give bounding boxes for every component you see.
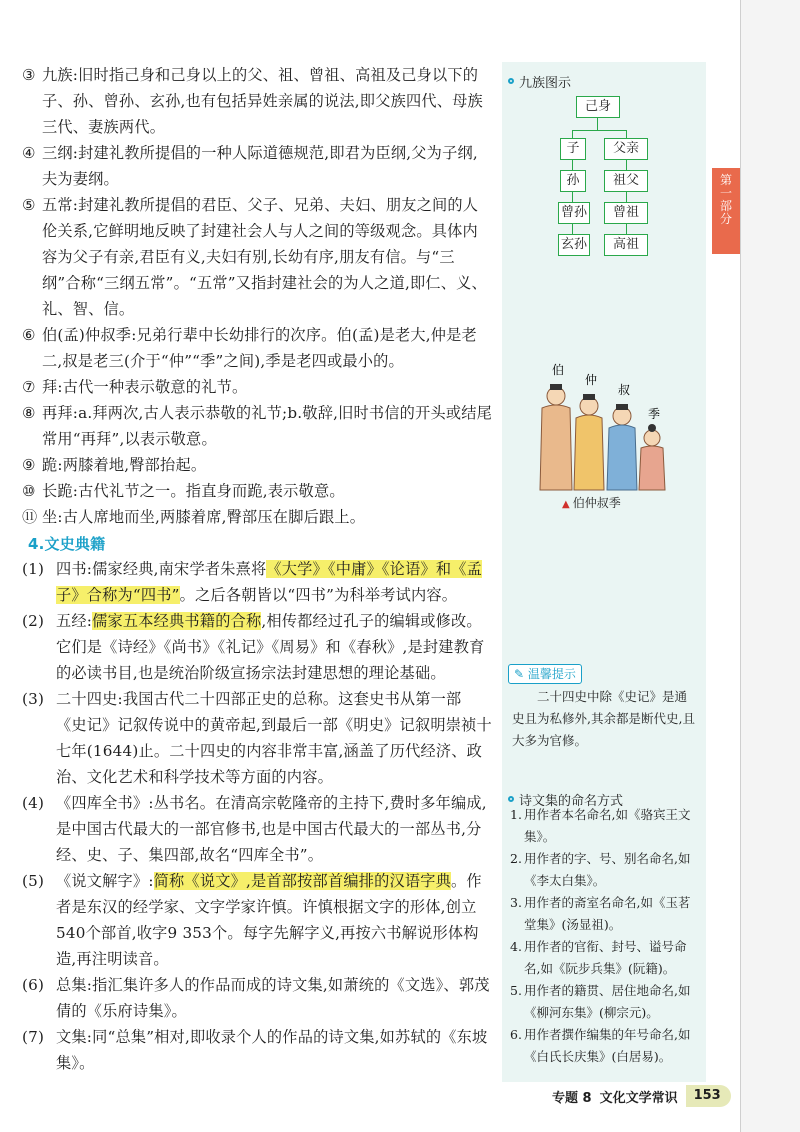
page-edge-line — [740, 0, 741, 1132]
node-zufu: 祖父 — [604, 170, 648, 192]
node-zi: 子 — [560, 138, 586, 160]
book-item-zongji: (6) 总集:指汇集许多人的作品而成的诗文集,如萧统的《文选》、郭茂倩的《乐府诗集》。 — [22, 976, 490, 1020]
book-item-sishu: (1) 四书:儒家经典,南宋学者朱熹将《大学》《中庸》《论语》和《孟子》合称为“四书”。之后各朝皆以“四书”为科举考试内容。 — [22, 560, 483, 604]
label-shu: 叔 — [618, 383, 631, 397]
part-tab: 第 一 部 分 — [712, 168, 740, 254]
node-zengzu: 曾祖 — [604, 202, 648, 224]
list-item: 6. 用作者撰作编集的年号命名,如《白氏长庆集》(白居易)。 — [510, 1027, 691, 1064]
book-item-ershisishi: (3) 二十四史:我国古代二十四部正史的总称。这套史书从第一部《史记》记叙传说中的黄帝起,到最后一部《明史》记叙明崇祯十七年(1644)止。二十四史的内容非常丰富,涵盖了历代经济、政治、文化艺术和科学技术等方面的内容。 — [22, 690, 492, 786]
tree-title: 九族图示 — [502, 70, 706, 92]
naming-list — [510, 804, 700, 1068]
list-item: ⑧ 再拜:a.拜两次,古人表示恭敬的礼节;b.敬辞,旧时书信的开头或结尾常用“再拜”,以表示敬意。 — [22, 404, 493, 448]
page-footer — [552, 1084, 731, 1108]
footer-title: 文化文学常识 — [599, 1090, 678, 1106]
node-self: 己身 — [576, 96, 620, 118]
highlight: 简称《说文》,是首部按部首编排的汉语字典 — [153, 872, 452, 890]
brothers-figure-icon — [532, 362, 712, 502]
label-zhong: 仲 — [585, 373, 598, 387]
brothers-illustration — [532, 362, 712, 507]
triangle-icon: ▲ — [562, 499, 570, 510]
footer-topic: 专题 8 — [552, 1090, 592, 1106]
page-number: 153 — [686, 1085, 731, 1107]
list-item: 5. 用作者的籍贯、居住地命名,如《柳河东集》(柳宗元)。 — [510, 983, 691, 1020]
list-item: ④ 三纲:封建礼教所提倡的一种人际道德规范,即君为臣纲,父为子纲,夫为妻纲。 — [22, 144, 478, 188]
list-item: ⑥ 伯(孟)仲叔季:兄弟行辈中长幼排行的次序。伯(孟)是老大,仲是老二,叔是老三(介于“仲”“季”之间),季是老四或最小的。 — [22, 326, 477, 370]
highlight: 儒家五本经典书籍的合称 — [92, 612, 262, 630]
node-sun: 孙 — [560, 170, 586, 192]
list-item: 2. 用作者的字、号、别名命名,如《李太白集》。 — [510, 851, 691, 888]
figure-caption: ▲ 伯仲叔季 — [562, 496, 621, 510]
node-fuqin: 父亲 — [604, 138, 648, 160]
list-item: ⑤ 五常:封建礼教所提倡的君臣、父子、兄弟、夫妇、朋友之间的人伦关系,它鲜明地反映了封建社会人与人之间的等级观念。具体内容为父子有亲,君臣有义,夫妇有别,长幼有序,朋友有信。与“三纲”合称“三纲五常”。“五常”又指封建社会的为人之道,即仁、义、礼、智、信。 — [22, 196, 487, 318]
list-item: ③ 九族:旧时指己身和己身以上的父、祖、曾祖、高祖及己身以下的子、孙、曾孙、玄孙,也有包括异姓亲属的说法,即父族四代、母族三代、妻族两代。 — [22, 66, 483, 136]
list-item: ⑨ 跪:两膝着地,臀部抬起。 — [22, 456, 207, 474]
section-title: 4.文史典籍 — [28, 535, 106, 553]
book-item-wenji: (7) 文集:同“总集”相对,即收录个人的作品的诗文集,如苏轼的《东坡集》。 — [22, 1028, 488, 1072]
sidebar-notes — [502, 62, 706, 1082]
tip-text: 二十四史中除《史记》是通史且为私修外,其余都是断代史,且大多为官修。 — [512, 689, 695, 748]
bulb-icon: ✎ — [514, 667, 525, 681]
page-edge — [740, 0, 800, 1132]
list-item: 4. 用作者的官衔、封号、谥号命名,如《阮步兵集》(阮籍)。 — [510, 939, 687, 976]
main-column — [22, 62, 492, 1076]
node-zengsun: 曾孙 — [558, 202, 590, 224]
list-item: 3. 用作者的斋室名命名,如《玉茗堂集》(汤显祖)。 — [510, 895, 691, 932]
list-item: 1. 用作者本名命名,如《骆宾王文集》。 — [510, 807, 691, 844]
list-item: ⑦ 拜:古代一种表示敬意的礼节。 — [22, 378, 248, 396]
bullet-icon — [508, 78, 514, 84]
book-item-wujing: (2) 五经:儒家五本经典书籍的合称,相传都经过孔子的编辑或修改。它们是《诗经》《尚书》《礼记》《周易》和《春秋》,是封建教育的必读书目,也是统治阶级宣扬宗法封建思想的理论基础。 — [22, 612, 485, 682]
list-item: ⑪ 坐:古人席地而坐,两膝着席,臀部压在脚后跟上。 — [22, 508, 366, 526]
node-gaozu: 高祖 — [604, 234, 648, 256]
highlight: 《大学》《中庸》《论语》和《孟子》合称为“四书” — [56, 560, 483, 604]
node-xuansun: 玄孙 — [558, 234, 590, 256]
label-ji: 季 — [648, 407, 661, 421]
book-item-shuowen: (5) 《说文解字》:简称《说文》,是首部按部首编排的汉语字典。作者是东汉的经学家、文字学家许慎。许慎根据文字的形体,创立540个部首,收字9 353个。每字先解字义,再按六书解说形体构造,再注明读音。 — [22, 872, 482, 968]
label-bo: 伯 — [552, 363, 565, 377]
list-item: ⑩ 长跪:古代礼节之一。指直身而跪,表示敬意。 — [22, 482, 345, 500]
book-item-siku: (4) 《四库全书》:丛书名。在清高宗乾隆帝的主持下,费时多年编成,是中国古代最大的一部官修书,也是中国古代最大的一部丛书,分经、史、子、集四部,故名“四库全书”。 — [22, 794, 487, 864]
bullet-icon — [508, 796, 514, 802]
naming-title: 诗文集的命名方式 — [502, 788, 623, 810]
jiuzu-diagram — [502, 92, 706, 332]
tip-title: ✎ 温馨提示 — [508, 664, 582, 684]
